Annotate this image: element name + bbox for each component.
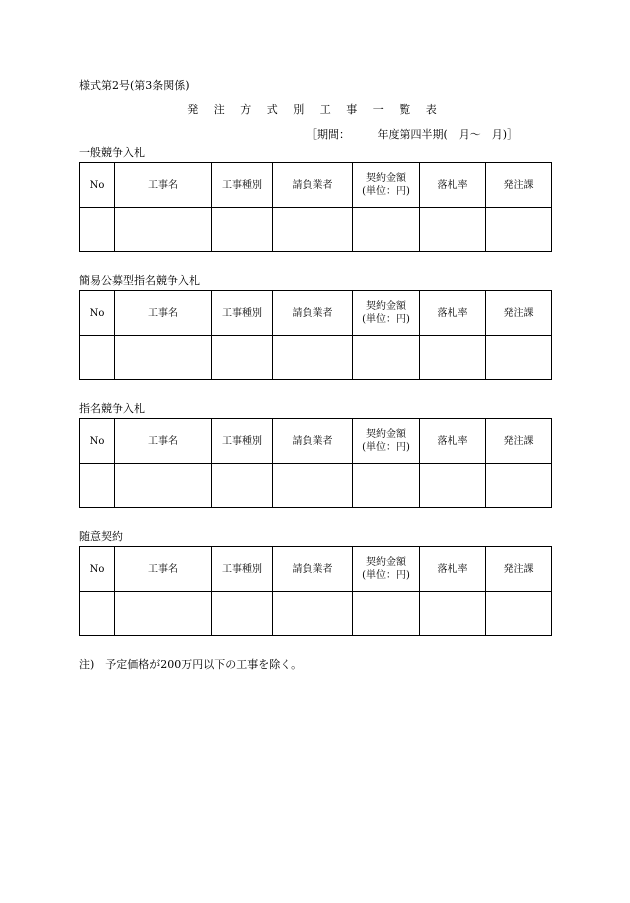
amount-unit: (単位：円) [362, 570, 410, 581]
amount-unit: (単位：円) [362, 314, 410, 325]
table-header-row [80, 291, 552, 336]
amount-label: 契約金額 [366, 301, 406, 312]
col-header-dept: 発注課 [486, 419, 552, 464]
table-cell [115, 336, 212, 380]
table-cell [486, 464, 552, 508]
table-row [80, 592, 552, 636]
table-cell [80, 464, 115, 508]
col-header-name: 工事名 [115, 547, 212, 592]
col-header-contractor: 請負業者 [273, 291, 353, 336]
table-cell [353, 336, 420, 380]
amount-unit: (単位：円) [362, 442, 410, 453]
table-cell [486, 592, 552, 636]
table-row [80, 336, 552, 380]
section-label-general: 一般競争入札 [79, 146, 145, 159]
table-header-row [80, 163, 552, 208]
table-cell [80, 336, 115, 380]
period-line: ［期間： 年度第四半期( 月～ 月)］ [306, 128, 519, 141]
table-row [80, 464, 552, 508]
table-general-competitive [79, 162, 552, 252]
col-header-dept: 発注課 [486, 547, 552, 592]
col-header-contractor: 請負業者 [273, 163, 353, 208]
footnote: 注) 予定価格が200万円以下の工事を除く。 [79, 658, 303, 671]
table-cell [273, 592, 353, 636]
table-cell [273, 208, 353, 252]
section-label-negotiated: 随意契約 [79, 530, 123, 543]
form-number: 様式第2号(第3条関係) [79, 79, 190, 92]
table-cell [420, 336, 486, 380]
col-header-rate: 落札率 [420, 291, 486, 336]
col-header-type: 工事種別 [212, 419, 273, 464]
amount-unit: (単位：円) [362, 186, 410, 197]
col-header-dept: 発注課 [486, 163, 552, 208]
col-header-rate: 落札率 [420, 419, 486, 464]
col-header-name: 工事名 [115, 291, 212, 336]
table-cell [420, 592, 486, 636]
col-header-name: 工事名 [115, 419, 212, 464]
col-header-no: No [80, 291, 115, 336]
col-header-amount [353, 419, 420, 464]
table-cell [212, 208, 273, 252]
col-header-rate: 落札率 [420, 163, 486, 208]
table-cell [353, 592, 420, 636]
table-simple-public-nominated [79, 290, 552, 380]
table-cell [212, 464, 273, 508]
col-header-amount [353, 547, 420, 592]
col-header-name: 工事名 [115, 163, 212, 208]
col-header-contractor: 請負業者 [273, 547, 353, 592]
table-cell [273, 336, 353, 380]
col-header-contractor: 請負業者 [273, 419, 353, 464]
section-label-nominated: 指名競争入札 [79, 402, 145, 415]
col-header-type: 工事種別 [212, 291, 273, 336]
table-cell [80, 208, 115, 252]
table-cell [80, 592, 115, 636]
table-cell [353, 464, 420, 508]
col-header-no: No [80, 547, 115, 592]
table-cell [353, 208, 420, 252]
amount-label: 契約金額 [366, 429, 406, 440]
amount-label: 契約金額 [366, 173, 406, 184]
table-cell [212, 336, 273, 380]
col-header-no: No [80, 163, 115, 208]
table-cell [420, 464, 486, 508]
table-header-row [80, 419, 552, 464]
amount-label: 契約金額 [366, 557, 406, 568]
col-header-rate: 落札率 [420, 547, 486, 592]
table-row [80, 208, 552, 252]
section-label-simple-public: 簡易公募型指名競争入札 [79, 274, 200, 287]
table-cell [486, 336, 552, 380]
table-nominated-competitive [79, 418, 552, 508]
document-title: 発 注 方 式 別 工 事 一 覧 表 [187, 103, 443, 116]
col-header-amount [353, 291, 420, 336]
table-cell [212, 592, 273, 636]
table-header-row [80, 547, 552, 592]
table-cell [115, 464, 212, 508]
col-header-dept: 発注課 [486, 291, 552, 336]
col-header-type: 工事種別 [212, 163, 273, 208]
table-cell [273, 464, 353, 508]
table-cell [420, 208, 486, 252]
col-header-no: No [80, 419, 115, 464]
col-header-type: 工事種別 [212, 547, 273, 592]
table-cell [115, 592, 212, 636]
table-negotiated-contract [79, 546, 552, 636]
table-cell [486, 208, 552, 252]
col-header-amount [353, 163, 420, 208]
table-cell [115, 208, 212, 252]
